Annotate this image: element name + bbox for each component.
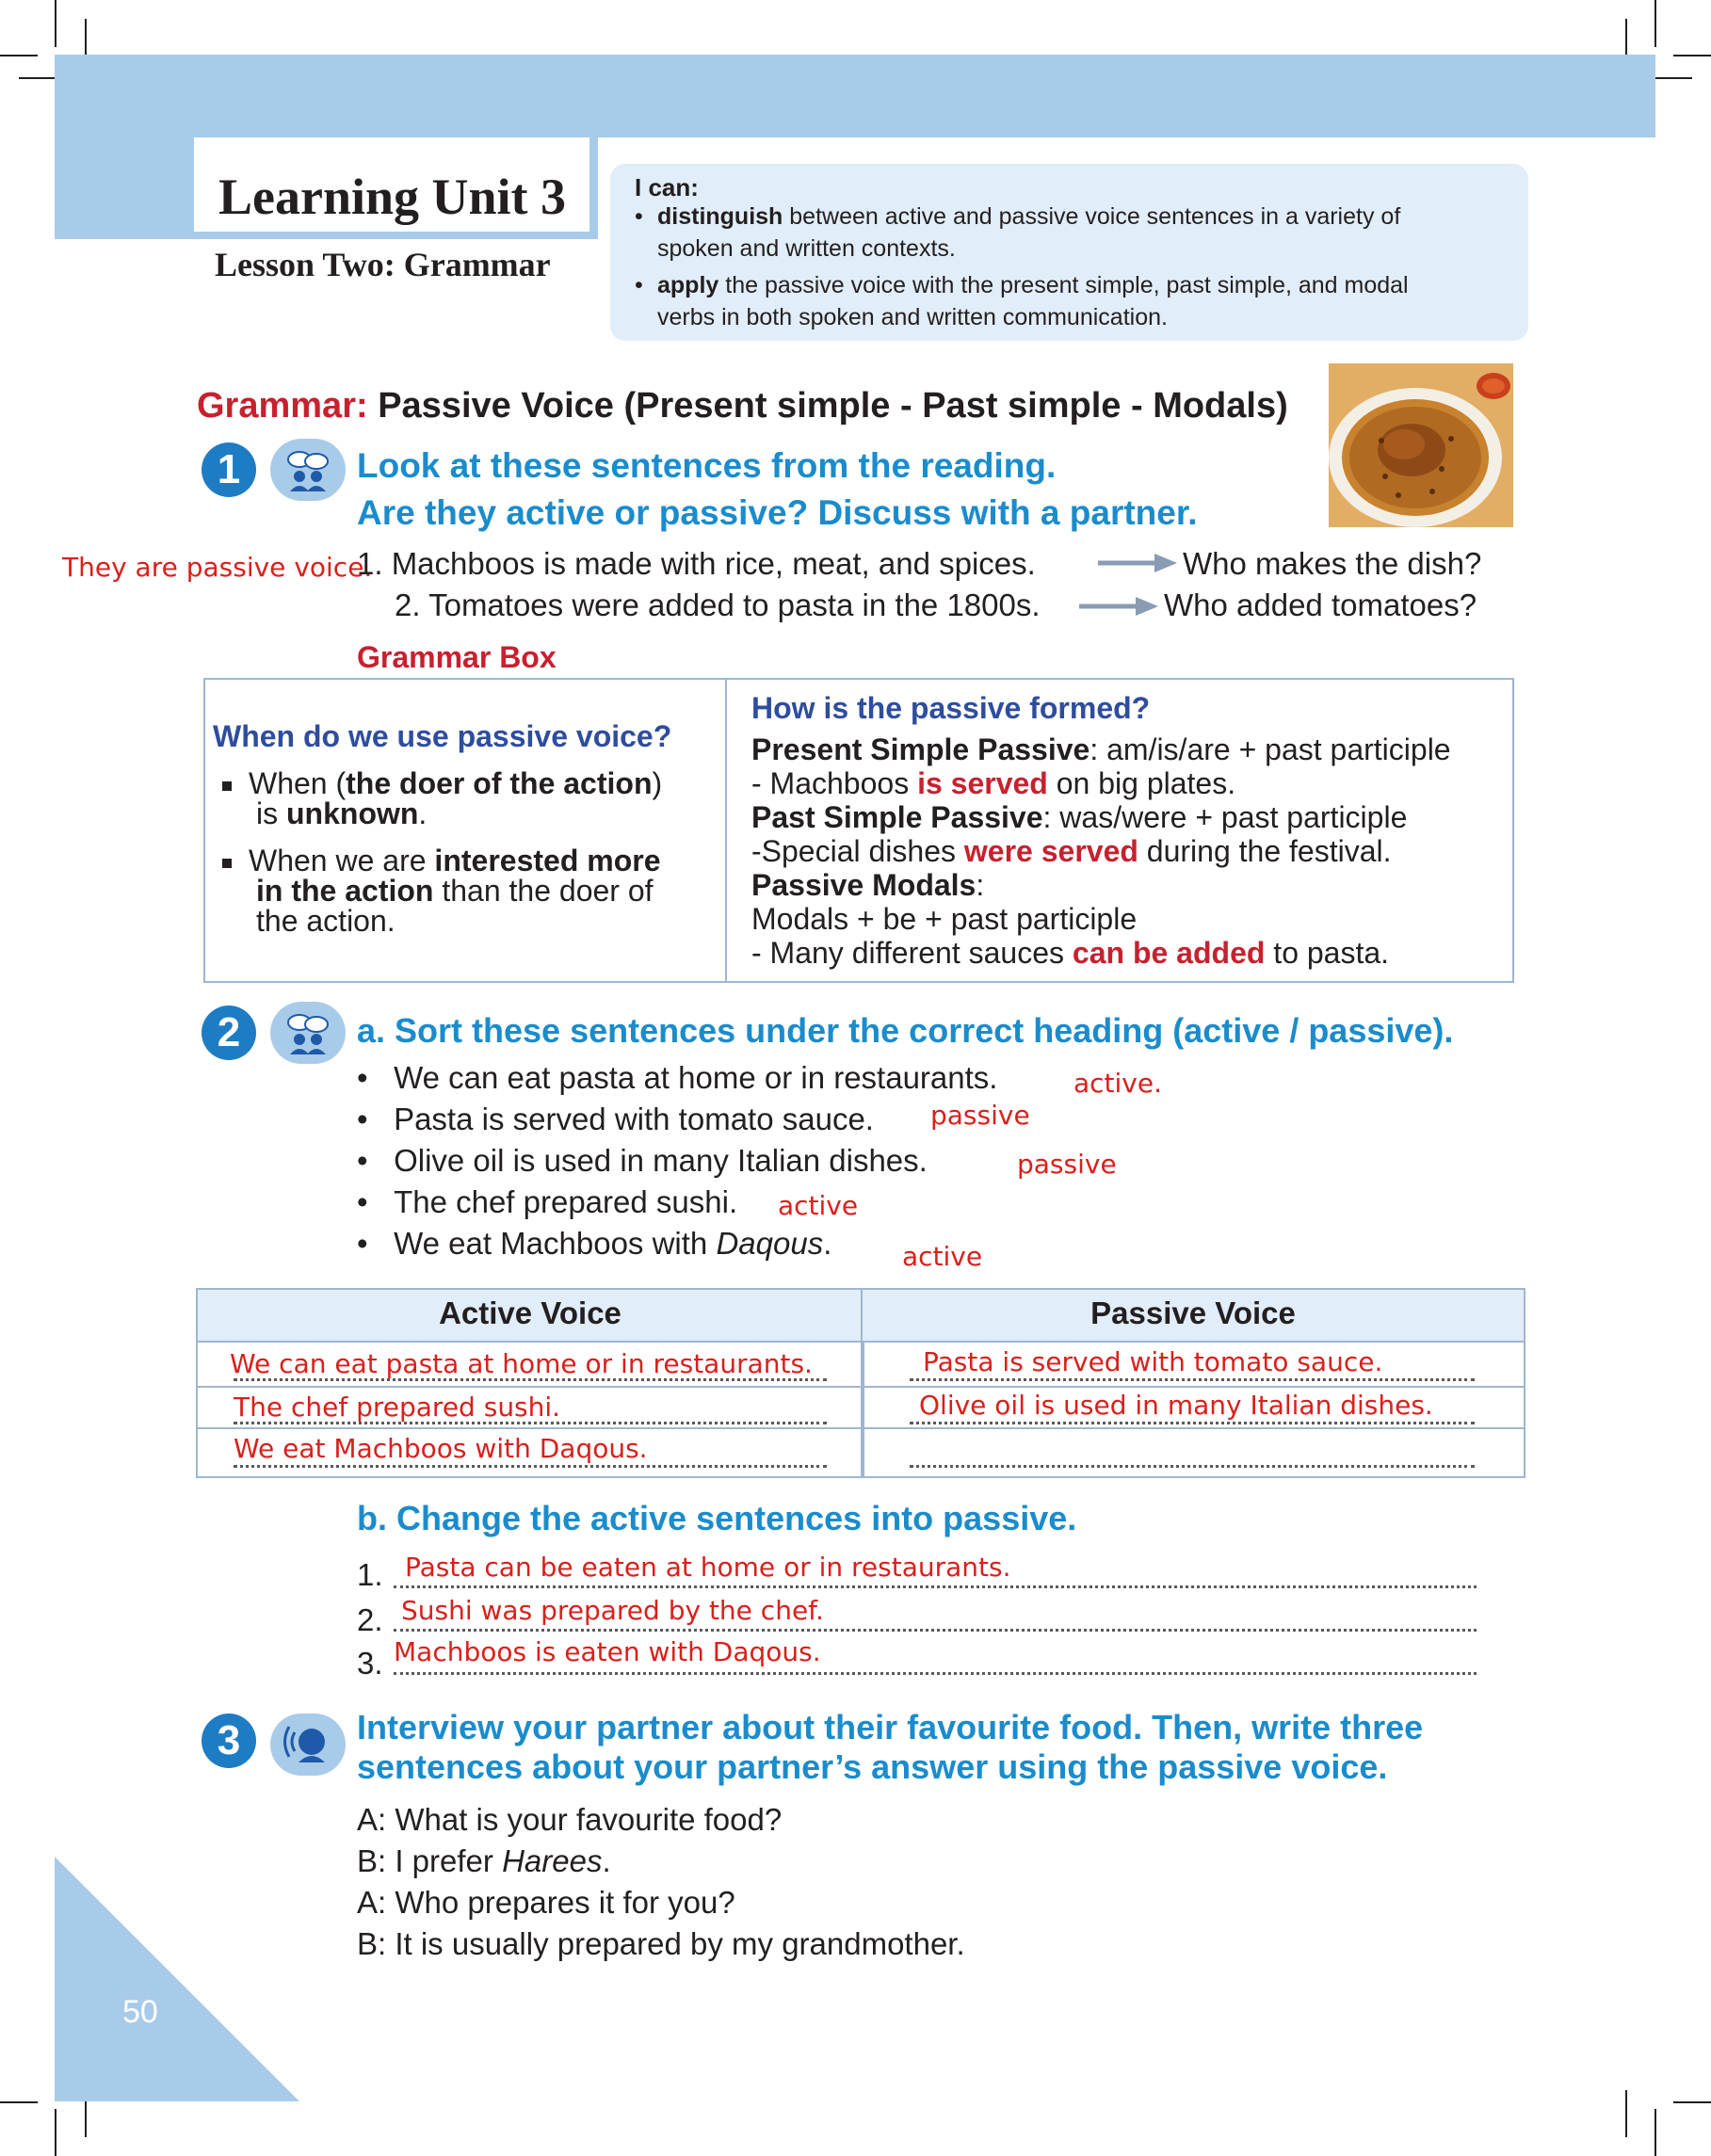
answer-line[interactable] [910, 1465, 1475, 1468]
ex2b-number: 3. [357, 1646, 383, 1681]
crop-mark [1655, 2109, 1656, 2156]
grammar-box-right-heading: How is the passive formed? [751, 691, 1151, 725]
passive-voice-header: Passive Voice [1090, 1295, 1296, 1330]
crop-mark [0, 2101, 38, 2103]
machboos-photo [1329, 363, 1513, 527]
ex2-sentence: • Olive oil is used in many Italian dishes. [357, 1143, 928, 1178]
ex2b-number: 1. [357, 1557, 383, 1592]
answer-line[interactable] [910, 1422, 1475, 1424]
exercise-number-3: 3 [202, 1714, 256, 1768]
crop-mark [55, 0, 56, 47]
ex3-instruction-line2: sentences about your partner’s answer using the passive voice. [357, 1747, 1388, 1786]
table-cell [861, 1427, 1525, 1478]
crop-mark [1673, 2101, 1711, 2103]
handwritten-answer: We eat Machboos with Daqous. [234, 1433, 648, 1464]
answer-line[interactable] [394, 1585, 1477, 1588]
crop-mark [55, 2109, 56, 2156]
objectives-heading: I can: [635, 173, 699, 201]
crop-mark [1625, 2090, 1627, 2137]
dialogue-line: A: What is your favourite food? [357, 1802, 783, 1837]
ex1-sentence-1: 1. Machboos is made with rice, meat, and spices. [357, 546, 1036, 581]
page-number: 50 [122, 1994, 158, 2030]
ex2b-instruction: b. Change the active sentences into passive. [357, 1499, 1077, 1537]
ex1-instruction-line1: Look at these sentences from the reading. [357, 446, 1057, 485]
unit-title: Learning Unit 3 [218, 169, 567, 225]
ex1-sentence-2: 2. Tomatoes were added to pasta in the 1800s. [395, 587, 1041, 622]
dialogue-line: A: Who prepares it for you? [357, 1885, 735, 1920]
passive-modals-example: - Many different sauces can be added to pasta. [751, 936, 1390, 970]
answer-line[interactable] [394, 1672, 1477, 1675]
answer-line[interactable] [910, 1378, 1475, 1381]
objective-item: • distinguish between active and passive voice sentences in a variety of spoken and written contexts. [635, 203, 1401, 262]
handwritten-answer: active [902, 1241, 983, 1272]
handwritten-answer: Machboos is eaten with Daqous. [394, 1636, 821, 1667]
grammar-box-bullet: When we are interested more [222, 844, 661, 877]
grammar-title: Grammar: Passive Voice (Present simple - Past simple - Modals) [197, 386, 1288, 426]
ex3-instruction-line1: Interview your partner about their favourite food. Then, write three [357, 1708, 1424, 1746]
ex1-question-2: Who added tomatoes? [1164, 587, 1477, 622]
handwritten-answer: Pasta can be eaten at home or in restaurants. [405, 1552, 1011, 1583]
header-band [55, 55, 1655, 137]
grammar-box-bullet-cont: the action. [256, 904, 395, 938]
ex2b-number: 2. [357, 1602, 383, 1637]
ex2-sentence: • We eat Machboos with Daqous. [357, 1226, 832, 1261]
present-simple-example: - Machboos is served on big plates. [751, 766, 1236, 800]
handwritten-answer: active [778, 1190, 859, 1221]
ex2-sentence: • The chef prepared sushi. [357, 1184, 738, 1219]
ex1-instruction-line2: Are they active or passive? Discuss with a partner. [357, 493, 1198, 532]
exercise-number-2: 2 [202, 1006, 256, 1060]
speaking-icon [270, 1714, 346, 1776]
grammar-box-bullet-cont: in the action than the doer of [256, 874, 654, 908]
passive-modals-rule: Passive Modals: [751, 868, 985, 902]
pair-discussion-icon [270, 439, 346, 501]
dialogue-line: B: It is usually prepared by my grandmother. [357, 1926, 965, 1961]
handwritten-answer: They are passive voice. [62, 552, 373, 583]
answer-line[interactable] [394, 1629, 1477, 1632]
past-simple-example: -Special dishes were served during the festival. [751, 834, 1392, 868]
pair-discussion-icon [270, 1002, 346, 1064]
crop-mark [1655, 77, 1692, 79]
dialogue-line: B: I prefer Harees. [357, 1843, 611, 1878]
grammar-box-bullet-cont: is unknown. [256, 796, 428, 830]
ex2-sentence: • Pasta is served with tomato sauce. [357, 1102, 874, 1136]
grammar-box-left-heading: When do we use passive voice? [213, 719, 672, 753]
crop-mark [0, 55, 38, 56]
handwritten-answer: Sushi was prepared by the chef. [401, 1595, 824, 1626]
handwritten-answer: Pasta is served with tomato sauce. [923, 1346, 1383, 1377]
handwritten-answer: The chef prepared sushi. [234, 1392, 561, 1423]
objective-item: • apply the passive voice with the present simple, past simple, and modal verbs in both spoken and written communication. [635, 272, 1409, 330]
active-voice-header: Active Voice [439, 1295, 621, 1330]
handwritten-answer: Olive oil is used in many Italian dishes. [919, 1390, 1433, 1421]
grammar-box-divider [725, 678, 727, 981]
handwritten-answer: passive [1017, 1149, 1117, 1180]
arrow-right-icon [1098, 554, 1177, 572]
answer-line[interactable] [234, 1465, 827, 1468]
crop-mark [1673, 55, 1711, 56]
lesson-title: Lesson Two: Grammar [215, 246, 551, 283]
past-simple-rule: Past Simple Passive: was/were + past participle [751, 800, 1408, 834]
handwritten-answer: passive [930, 1100, 1030, 1131]
handwritten-answer: active. [1073, 1068, 1163, 1099]
grammar-box-label: Grammar Box [357, 640, 557, 674]
handwritten-answer: We can eat pasta at home or in restaurants. [230, 1348, 813, 1379]
ex2a-instruction: a. Sort these sentences under the correct heading (active / passive). [357, 1011, 1454, 1050]
exercise-number-1: 1 [202, 442, 256, 497]
arrow-right-icon [1079, 597, 1158, 616]
crop-mark [19, 77, 56, 79]
grammar-box-bullet: When (the doer of the action) [222, 766, 662, 800]
present-simple-rule: Present Simple Passive: am/is/are + past participle [751, 732, 1451, 766]
crop-mark [1655, 0, 1656, 47]
ex2-sentence: • We can eat pasta at home or in restaurants. [357, 1060, 998, 1095]
page-corner-triangle [55, 1857, 299, 2101]
ex1-question-1: Who makes the dish? [1183, 546, 1482, 581]
passive-modals-formula: Modals + be + past participle [751, 902, 1138, 936]
